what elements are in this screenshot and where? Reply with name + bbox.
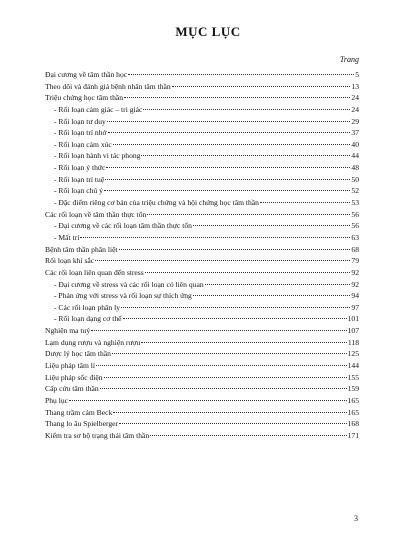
- toc-entry: [45, 92, 359, 104]
- toc-entry-label: - Mất trí: [54, 232, 80, 242]
- toc-entry: [45, 232, 359, 244]
- toc-entry-label: Cấp cứu tâm thần: [45, 384, 99, 394]
- page-number: 3: [354, 514, 358, 523]
- dot-leader: [112, 353, 347, 354]
- toc-entry-label: - Rối loạn ý thức: [54, 163, 106, 173]
- toc-entry: [45, 174, 359, 186]
- toc-entry-page: 56: [351, 221, 359, 231]
- toc-entry: [45, 418, 359, 430]
- toc-entry: [45, 162, 359, 174]
- dot-leader: [113, 144, 351, 145]
- toc-entry-label: Liệu pháp tâm lí: [45, 361, 95, 371]
- toc-entry: [45, 348, 359, 360]
- toc-entry-page: 171: [347, 430, 359, 440]
- page-column-label: Trang: [339, 55, 359, 64]
- toc-entry-page: 50: [351, 174, 359, 184]
- dot-leader: [143, 109, 350, 110]
- toc-entry: [45, 116, 359, 128]
- dot-leader: [113, 412, 346, 413]
- toc-entry-label: - Rối loạn dạng cơ thể: [54, 314, 122, 324]
- toc-entry: [45, 209, 359, 221]
- toc-entry-label: - Các rối loạn phân ly: [54, 302, 121, 312]
- dot-leader: [95, 260, 350, 261]
- toc-entry-page: 56: [351, 209, 359, 219]
- dot-leader: [123, 318, 347, 319]
- dot-leader: [141, 155, 350, 156]
- dot-leader: [100, 388, 347, 389]
- dot-leader: [124, 97, 350, 98]
- toc-entry-page: 44: [351, 151, 359, 161]
- dot-leader: [150, 435, 346, 436]
- toc-entry: [45, 372, 359, 384]
- toc-entry-label: - Đại cương về stress và các rối loạn có liên quan: [54, 279, 204, 289]
- toc-entry-label: Phụ lục: [45, 395, 68, 405]
- toc-entry-label: Các rối loạn về tâm thần thực tổn: [45, 209, 147, 219]
- toc-entry-label: - Rối loạn hành vi tác phong: [54, 151, 141, 161]
- toc-entry: [45, 383, 359, 395]
- toc-entry-label: Dược lý học tâm thần: [45, 349, 111, 359]
- toc-entry-page: 165: [347, 395, 359, 405]
- toc-entry: [45, 69, 359, 81]
- toc-entry-page: 40: [351, 139, 359, 149]
- dot-leader: [193, 225, 350, 226]
- toc-entry: [45, 255, 359, 267]
- toc-entry: [45, 302, 359, 314]
- toc-entry-page: 53: [351, 198, 359, 208]
- toc-entry: [45, 407, 359, 419]
- toc-entry: [45, 337, 359, 349]
- page-title: MỤC LỤC: [175, 24, 241, 39]
- toc-entry: [45, 430, 359, 442]
- toc-entry-label: Kiểm tra sơ bộ trạng thái tâm thần: [45, 430, 150, 440]
- toc-entry-page: 101: [347, 314, 359, 324]
- toc-entry-page: 94: [351, 291, 359, 301]
- toc-entry-page: 37: [351, 128, 359, 138]
- toc-entry-label: Lạm dụng rượu và nghiện rượu: [45, 337, 141, 347]
- toc-entry: [45, 325, 359, 337]
- toc-entry-label: Các rối loạn liên quan đến stress: [45, 267, 144, 277]
- toc-entry-page: 68: [351, 244, 359, 254]
- toc-entry-label: Đại cương về tâm thần học: [45, 70, 128, 79]
- toc-entry: [45, 81, 359, 93]
- toc-entry-label: Thang trầm cảm Beck: [45, 407, 113, 417]
- toc-entry: [45, 150, 359, 162]
- toc-entry-label: - Đại cương về các rối loạn tâm thần thực tổn: [54, 221, 192, 231]
- dot-leader: [106, 167, 350, 168]
- toc-entry-label: Theo dõi và đánh giá bệnh nhân tâm thần: [45, 81, 171, 91]
- dot-leader: [128, 74, 354, 75]
- toc-entry: [45, 220, 359, 232]
- toc-entry: [45, 360, 359, 372]
- dot-leader: [141, 342, 347, 343]
- toc-entry: [45, 185, 359, 197]
- toc-entry: [45, 127, 359, 139]
- toc-entry-page: 5: [355, 70, 359, 79]
- toc-entry-label: - Rối loạn tư duy: [54, 116, 106, 126]
- toc-entry-label: - Rối loạn cảm giác – tri giác: [54, 104, 143, 114]
- toc-entry-page: 92: [351, 267, 359, 277]
- dot-leader: [96, 365, 347, 366]
- toc-entry-page: 24: [351, 93, 359, 103]
- toc-entry: [45, 104, 359, 116]
- dot-leader: [260, 202, 350, 203]
- toc-entry-label: Bệnh tâm thần phân liệt: [45, 244, 118, 254]
- table-of-contents: [45, 69, 359, 442]
- dot-leader: [80, 237, 350, 238]
- toc-entry: [45, 267, 359, 279]
- dot-leader: [91, 330, 346, 331]
- toc-entry-label: - Rối loạn cảm xúc: [54, 139, 112, 149]
- toc-entry-page: 52: [351, 186, 359, 196]
- dot-leader: [119, 423, 347, 424]
- toc-entry-page: 107: [347, 326, 359, 336]
- toc-entry: [45, 313, 359, 325]
- toc-entry: [45, 290, 359, 302]
- toc-entry-page: 63: [351, 232, 359, 242]
- toc-entry-label: Thang lo âu Spielberger: [45, 419, 119, 429]
- dot-leader: [121, 307, 350, 308]
- toc-entry-page: 168: [347, 419, 359, 429]
- dot-leader: [119, 249, 351, 250]
- dot-leader: [104, 190, 350, 191]
- toc-entry-label: Liệu pháp sốc điện: [45, 372, 103, 382]
- toc-entry: [45, 395, 359, 407]
- toc-entry: [45, 279, 359, 291]
- toc-entry-page: 79: [351, 256, 359, 266]
- toc-entry-page: 159: [347, 384, 359, 394]
- toc-entry-page: 125: [347, 349, 359, 359]
- toc-entry: [45, 139, 359, 151]
- toc-entry-label: - Đặc điểm riêng cơ bản của triệu chứng và hội chứng học tâm thần: [54, 198, 259, 208]
- toc-entry-page: 13: [351, 81, 359, 91]
- dot-leader: [145, 272, 351, 273]
- toc-entry: [45, 244, 359, 256]
- toc-entry-label: Triệu chứng học tâm thần: [45, 93, 124, 103]
- toc-entry-label: - Phản ứng với stress và rối loạn sự thích ứng: [54, 291, 192, 301]
- dot-leader: [193, 295, 351, 296]
- dot-leader: [105, 179, 350, 180]
- dot-leader: [205, 284, 351, 285]
- toc-entry-label: - Rối loạn trí tuệ: [54, 174, 105, 184]
- dot-leader: [147, 214, 350, 215]
- toc-entry-page: 118: [347, 337, 359, 347]
- toc-entry-label: - Rối loạn chú ý: [54, 186, 103, 196]
- toc-entry-label: - Rối loạn trí nhớ: [54, 128, 107, 138]
- toc-entry-page: 24: [351, 104, 359, 114]
- dot-leader: [104, 377, 347, 378]
- dot-leader: [69, 400, 347, 401]
- toc-entry-page: 48: [351, 163, 359, 173]
- toc-entry-page: 29: [351, 116, 359, 126]
- toc-entry-page: 97: [351, 302, 359, 312]
- toc-entry: [45, 197, 359, 209]
- toc-entry-label: Rối loạn khí sắc: [45, 256, 95, 266]
- dot-leader: [172, 86, 351, 87]
- toc-entry-page: 144: [347, 361, 359, 371]
- dot-leader: [107, 121, 351, 122]
- toc-entry-page: 155: [347, 372, 359, 382]
- toc-entry-label: Nghiện ma tuý: [45, 326, 91, 336]
- dot-leader: [108, 132, 351, 133]
- toc-entry-page: 165: [347, 407, 359, 417]
- toc-entry-page: 92: [351, 279, 359, 289]
